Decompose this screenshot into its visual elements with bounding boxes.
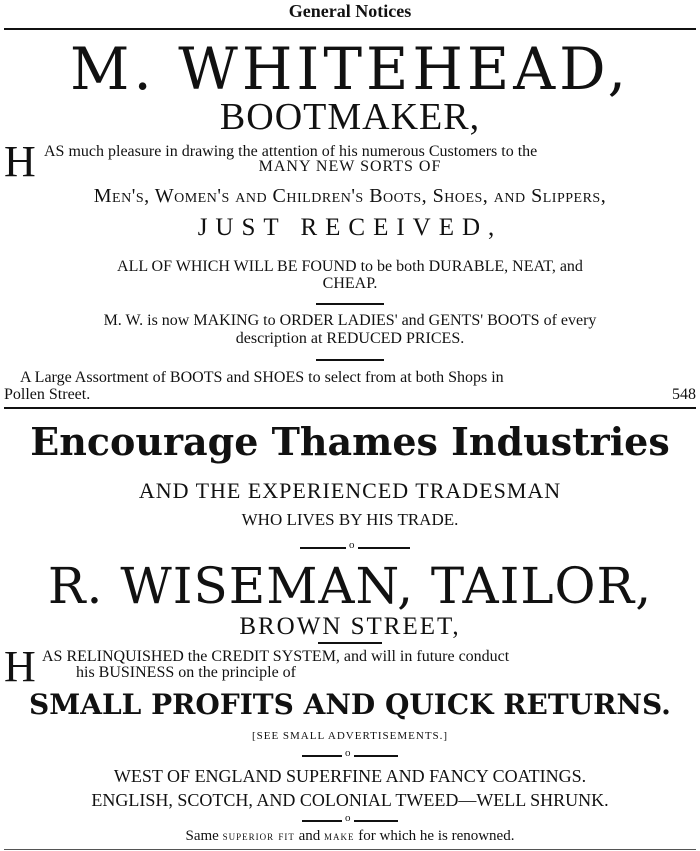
drop-cap: H xyxy=(4,137,36,186)
advertiser-name: M. WHITEHEAD, xyxy=(69,35,631,103)
slogan: SMALL PROFITS AND QUICK RETURNS. xyxy=(29,688,671,721)
cross-reference: [SEE SMALL ADVERTISEMENTS.] xyxy=(251,730,449,742)
body-text-line: CHEAP. xyxy=(322,275,378,292)
closing-text: Same xyxy=(185,828,223,844)
street-name: BROWN STREET, xyxy=(239,613,461,640)
body-text-line: MANY NEW SORTS OF xyxy=(258,158,442,175)
section-heading: General Notices xyxy=(288,1,412,21)
drop-cap: H xyxy=(4,642,36,691)
closing-line xyxy=(0,828,700,845)
top-rule xyxy=(4,28,696,30)
ornament-glyph: o xyxy=(345,812,351,824)
ornament-glyph: o xyxy=(345,747,351,759)
body-text-line: his BUSINESS on the principle of xyxy=(76,664,296,681)
closing-text: and xyxy=(294,828,325,844)
bottom-rule xyxy=(4,849,696,850)
advert-separator-rule xyxy=(4,407,696,409)
advertiser-trade: BOOTMAKER, xyxy=(219,96,481,138)
subheading: WHO LIVES BY HIS TRADE. xyxy=(241,510,459,529)
body-text-line: M. W. is now MAKING to ORDER LADIES' and GENTS' BOOTS of every xyxy=(103,312,597,329)
product-line: WEST OF ENGLAND SUPERFINE AND FANCY COATINGS. xyxy=(113,766,587,786)
product-line: ENGLISH, SCOTCH, AND COLONIAL TWEED—WELL SHRUNK. xyxy=(91,790,609,810)
just-received-heading: JUST RECEIVED, xyxy=(197,214,503,241)
advertiser-name: R. WISEMAN, TAILOR, xyxy=(47,557,653,615)
body-text-line: A Large Assortment of BOOTS and SHOES to select from at both Shops in xyxy=(20,369,504,386)
headline: Encourage Thames Industries xyxy=(30,419,670,464)
product-line: Men's, Women's and Children's Boots, Shoes, and Slippers, xyxy=(93,185,607,207)
short-divider xyxy=(316,359,384,361)
closing-text: for which he is renowned. xyxy=(354,828,515,844)
ornament-divider xyxy=(302,812,398,826)
body-text-line: Pollen Street. xyxy=(4,386,91,403)
ornament-divider xyxy=(300,539,410,553)
closing-smallcaps: superior fit xyxy=(222,828,295,843)
short-divider xyxy=(316,303,384,305)
ornament-divider xyxy=(302,747,398,761)
body-text-line: AS RELINQUISHED the CREDIT SYSTEM, and will in future conduct xyxy=(42,648,510,665)
advert-number: 548 xyxy=(672,386,696,403)
body-text-line: ALL OF WHICH WILL BE FOUND to be both DURABLE, NEAT, and xyxy=(117,258,583,275)
closing-smallcaps: make xyxy=(324,828,355,843)
ornament-glyph: o xyxy=(349,539,355,551)
body-text-line: AS much pleasure in drawing the attention of his numerous Customers to the xyxy=(44,143,538,160)
body-text-line: description at REDUCED PRICES. xyxy=(235,330,465,347)
subheading: AND THE EXPERIENCED TRADESMAN xyxy=(138,478,562,503)
short-divider xyxy=(318,642,382,644)
